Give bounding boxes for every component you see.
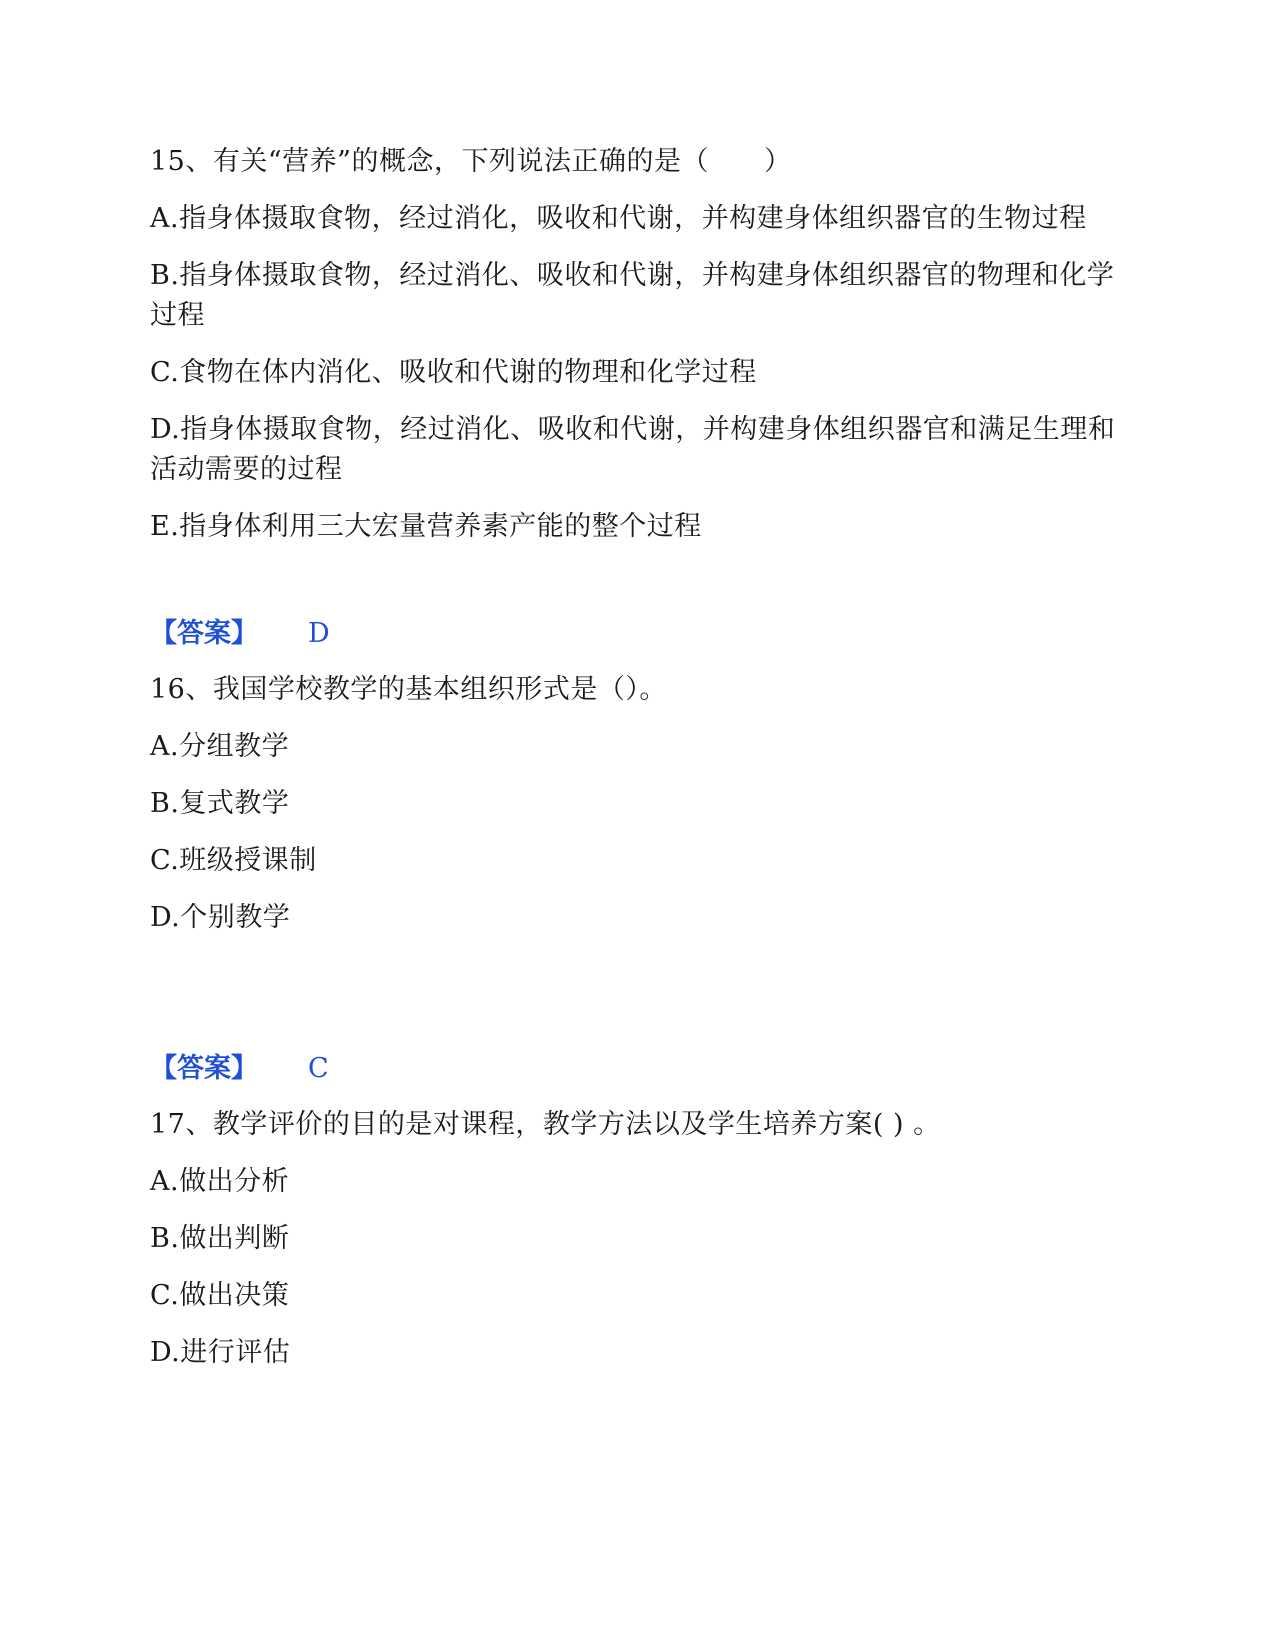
option-b: B.做出判断 — [150, 1223, 290, 1254]
answer-label: 【答案】 — [150, 1053, 258, 1084]
spacer — [150, 955, 1130, 1049]
question-stem: 17、教学评价的目的是对课程，教学方法以及学生培养方案( ) 。 — [150, 1109, 941, 1140]
question-17 — [150, 1105, 1130, 1373]
option-e: E.指身体利用三大宏量营养素产能的整个过程 — [150, 511, 702, 542]
option-a: A.分组教学 — [150, 731, 290, 762]
option-d: D.个别教学 — [150, 902, 291, 933]
answer-16 — [150, 1049, 1130, 1089]
question-16 — [150, 670, 1130, 938]
document-page — [150, 142, 1130, 1390]
question-15 — [150, 142, 1130, 547]
option-a: A.指身体摄取食物，经过消化，吸收和代谢，并构建身体组织器官的生物过程 — [150, 203, 1087, 234]
question-stem: 15、有关“营养”的概念，下列说法正确的是（ ） — [150, 146, 792, 177]
answer-value: D — [308, 618, 330, 649]
answer-label: 【答案】 — [150, 618, 258, 649]
option-c: C.班级授课制 — [150, 845, 317, 876]
option-b: B.指身体摄取食物，经过消化、吸收和代谢，并构建身体组织器官的物理和化学过程 — [150, 260, 1115, 331]
answer-15 — [150, 614, 1130, 654]
question-stem: 16、我国学校教学的基本组织形式是（）。 — [150, 674, 667, 705]
option-d: D.指身体摄取食物，经过消化、吸收和代谢，并构建身体组织器官和满足生理和活动需要的过程 — [150, 414, 1116, 485]
option-c: C.做出决策 — [150, 1280, 290, 1311]
answer-value: C — [308, 1053, 329, 1084]
option-d: D.进行评估 — [150, 1337, 291, 1368]
spacer — [150, 564, 1130, 614]
option-c: C.食物在体内消化、吸收和代谢的物理和化学过程 — [150, 357, 757, 388]
option-b: B.复式教学 — [150, 788, 290, 819]
option-a: A.做出分析 — [150, 1166, 290, 1197]
